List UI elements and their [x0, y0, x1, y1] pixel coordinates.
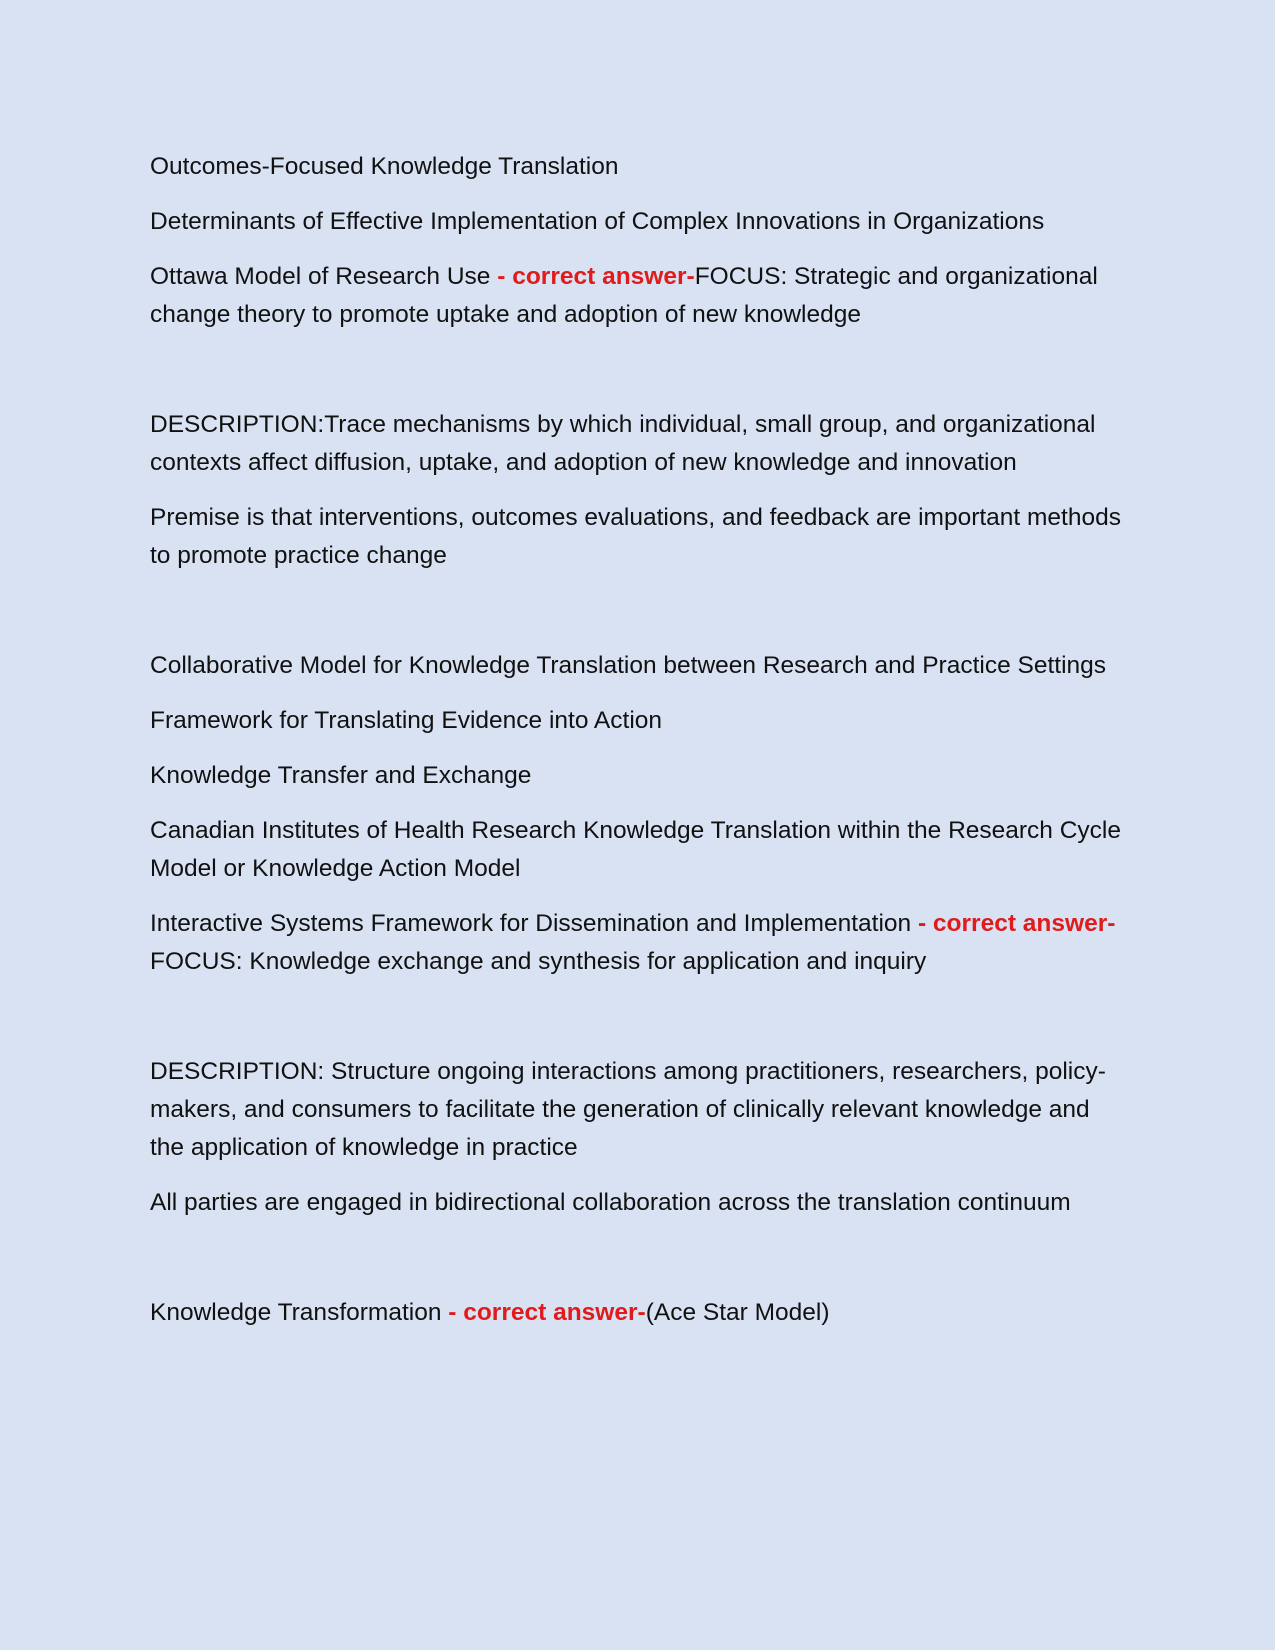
- isf-term: Interactive Systems Framework for Dissemination and Implementation: [150, 910, 918, 937]
- paragraph-knowledge-transfer: Knowledge Transfer and Exchange: [150, 762, 532, 789]
- correct-answer-marker: - correct answer-: [448, 1299, 646, 1326]
- paragraph-isf-collaboration: All parties are engaged in bidirectional collaboration across the translation continuum: [150, 1189, 1071, 1216]
- transformation-term: Knowledge Transformation: [150, 1299, 449, 1326]
- paragraph-outcomes-focused: Outcomes-Focused Knowledge Translation: [150, 153, 619, 180]
- paragraph-ottawa-model: [150, 258, 1125, 334]
- correct-answer-marker: - correct answer-: [497, 263, 695, 290]
- paragraph-isf-description: DESCRIPTION: Structure ongoing interactions among practitioners, researchers, policy-makers, and consumers to facilitate the generation of clinically relevant knowledge and the application of knowledge in practice: [150, 1058, 1106, 1161]
- paragraph-spacer: [150, 998, 1125, 1053]
- paragraph-cihr-model: Canadian Institutes of Health Research Knowledge Translation within the Research Cycle Model or Knowledge Action Model: [150, 817, 1122, 882]
- paragraph-ottawa-description: DESCRIPTION:Trace mechanisms by which individual, small group, and organizational contexts affect diffusion, uptake, and adoption of new knowledge and innovation: [150, 411, 1096, 476]
- transformation-model: (Ace Star Model): [645, 1299, 830, 1326]
- paragraph-knowledge-transformation: [150, 1294, 1125, 1332]
- paragraph-determinants: Determinants of Effective Implementation of Complex Innovations in Organizations: [150, 208, 1045, 235]
- ottawa-focus: FOCUS: Strategic and organizational change theory to promote uptake and adoption of new knowledge: [150, 263, 1098, 328]
- paragraph-spacer: [150, 1239, 1125, 1294]
- paragraph-spacer: [150, 592, 1125, 647]
- paragraph-ottawa-premise: Premise is that interventions, outcomes evaluations, and feedback are important methods to promote practice change: [150, 504, 1121, 569]
- paragraph-framework-translating: Framework for Translating Evidence into Action: [150, 707, 663, 734]
- correct-answer-marker: - correct answer-: [917, 910, 1116, 937]
- paragraph-spacer: [150, 351, 1125, 406]
- paragraph-interactive-systems: [150, 905, 1125, 981]
- paragraph-collaborative-model: Collaborative Model for Knowledge Translation between Research and Practice Settings: [150, 652, 1107, 679]
- isf-focus: FOCUS: Knowledge exchange and synthesis for application and inquiry: [150, 948, 927, 975]
- ottawa-term: Ottawa Model of Research Use: [150, 263, 498, 290]
